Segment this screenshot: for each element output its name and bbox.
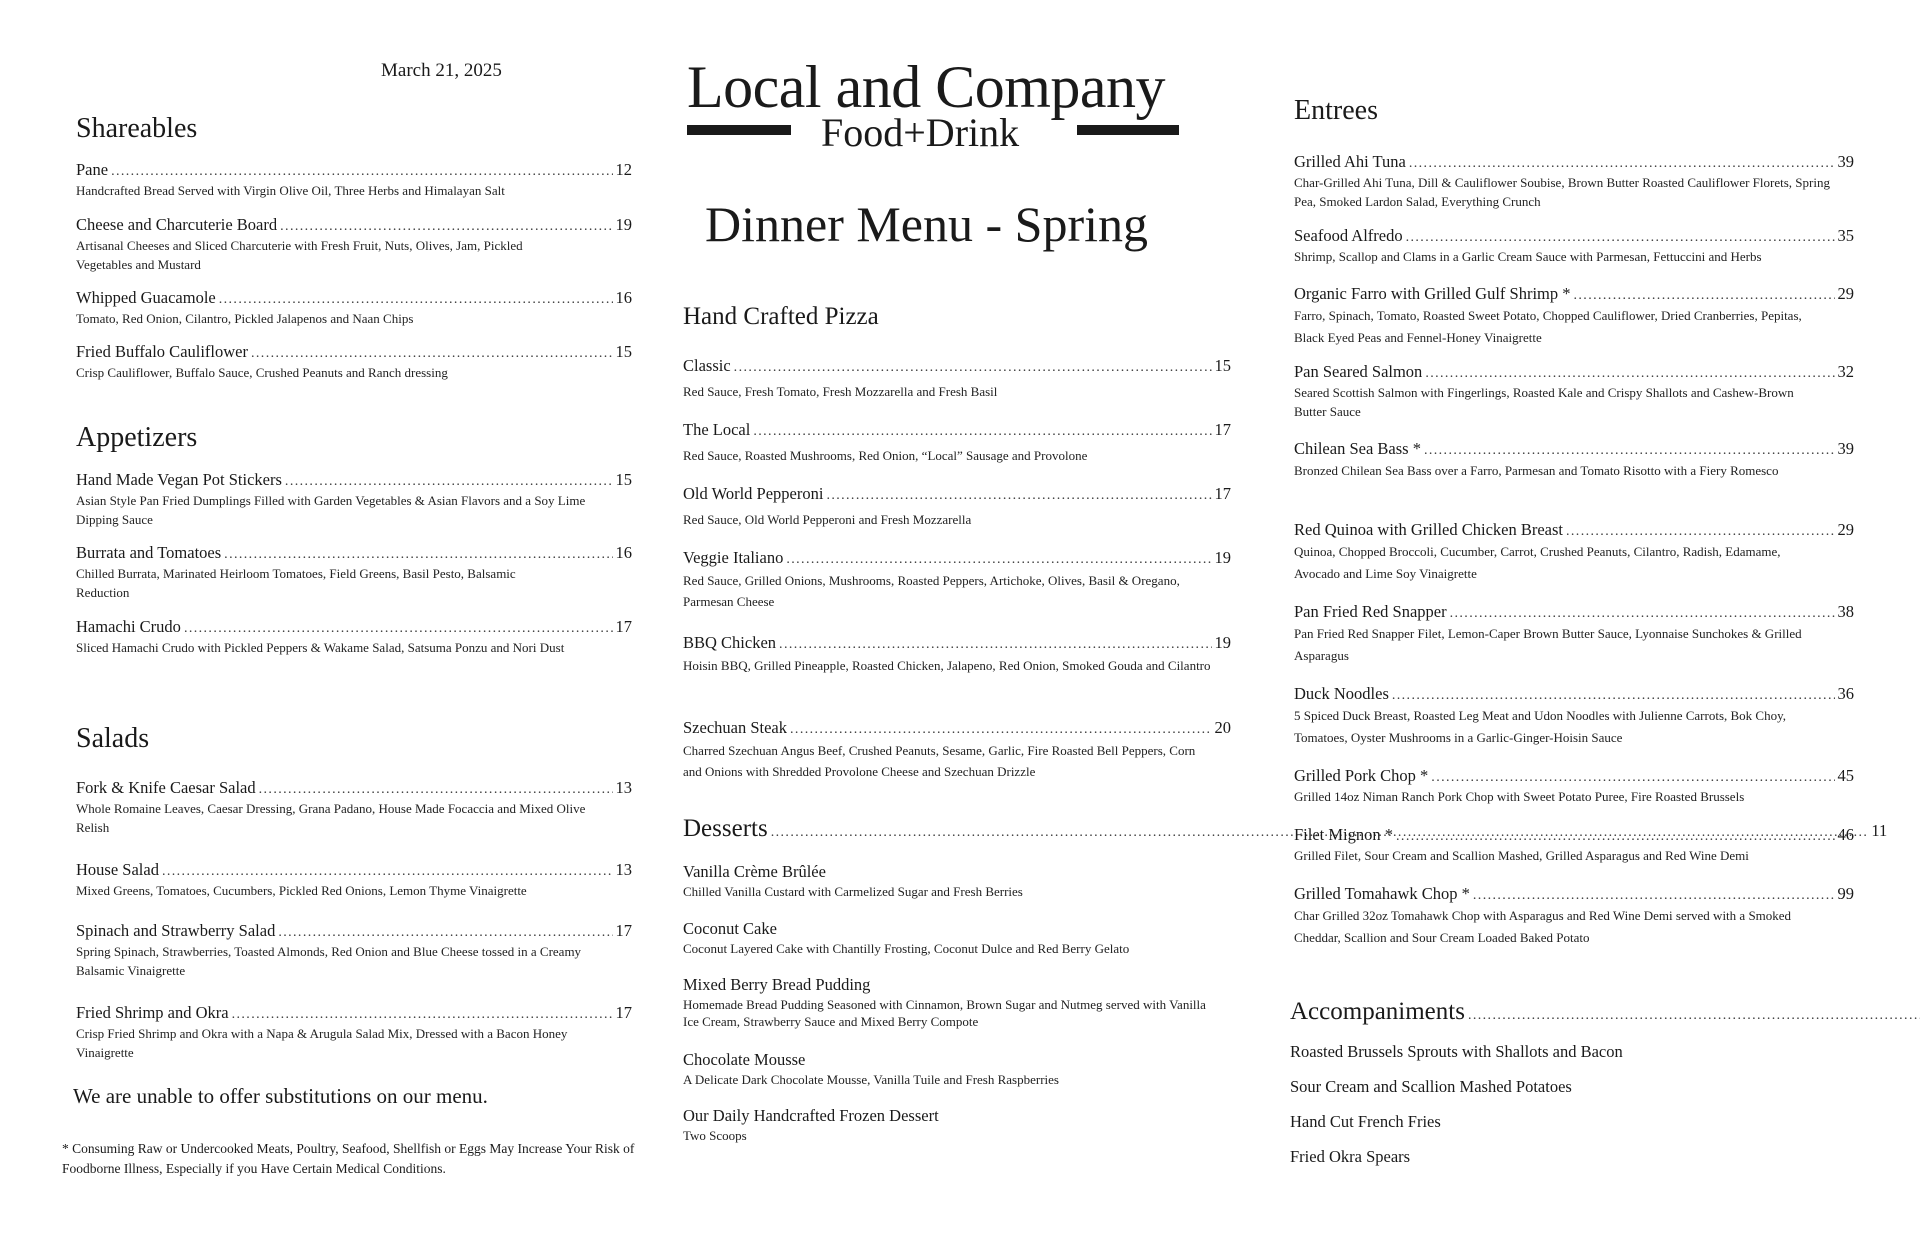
item-description: Quinoa, Chopped Broccoli, Cucumber, Carrot, Crushed Peanuts, Cilantro, Radish, Edamame, Avocado and Lime Soy Vinaigrette — [1294, 544, 1781, 581]
menu-item — [76, 617, 632, 657]
item-price: 15 — [615, 470, 632, 489]
item-description: Seared Scottish Salmon with Fingerlings, Roasted Kale and Crispy Shallots and Cashew-Brown Butter Sauce — [1294, 385, 1794, 419]
accompaniments-title: Accompaniments — [1290, 998, 1465, 1025]
item-description: A Delicate Dark Chocolate Mousse, Vanilla Tuile and Fresh Raspberries — [683, 1072, 1059, 1087]
item-price: 17 — [615, 921, 632, 940]
item-description: Red Sauce, Fresh Tomato, Fresh Mozzarella and Fresh Basil — [683, 384, 998, 399]
item-name: Fork & Knife Caesar Salad — [76, 778, 256, 797]
menu-item — [683, 975, 1231, 1030]
menu-item — [76, 778, 632, 837]
item-description: Grilled Filet, Sour Cream and Scallion Mashed, Grilled Asparagus and Red Wine Demi — [1294, 848, 1749, 863]
menu-item — [683, 1106, 1231, 1144]
logo-bar — [1077, 125, 1179, 135]
item-name: Fried Shrimp and Okra — [76, 1003, 229, 1022]
item-description: Red Sauce, Old World Pepperoni and Fresh Mozzarella — [683, 512, 972, 527]
menu-item — [683, 919, 1231, 957]
leader-dots — [1406, 230, 1835, 246]
leader-dots — [232, 1007, 613, 1023]
item-description: Chilled Vanilla Custard with Carmelized Sugar and Fresh Berries — [683, 884, 1023, 899]
desserts-price: 11 — [1871, 821, 1888, 840]
item-name: Grilled Ahi Tuna — [1294, 152, 1406, 171]
accompaniment-item: Sour Cream and Scallion Mashed Potatoes — [1290, 1077, 1572, 1096]
leader-dots — [779, 637, 1211, 653]
item-description: Crisp Cauliflower, Buffalo Sauce, Crushed Peanuts and Ranch dressing — [76, 365, 448, 380]
leader-dots — [1409, 156, 1835, 172]
logo-bar — [687, 125, 791, 135]
item-price: 35 — [1837, 226, 1854, 245]
item-description: Homemade Bread Pudding Seasoned with Cinnamon, Brown Sugar and Nutmeg served with Vanilla Ice Cream, Strawberry Sauce and Mixed Berry Compote — [683, 997, 1206, 1029]
item-name: Seafood Alfredo — [1294, 226, 1403, 245]
menu-item — [683, 356, 1231, 401]
item-price: 16 — [615, 288, 632, 307]
menu-item — [1294, 684, 1854, 749]
leader-dots — [285, 474, 613, 490]
leader-dots — [734, 360, 1212, 376]
item-description: Handcrafted Bread Served with Virgin Olive Oil, Three Herbs and Himalayan Salt — [76, 183, 505, 198]
item-description: Red Sauce, Grilled Onions, Mushrooms, Roasted Peppers, Artichoke, Olives, Basil & Oregano, Parmesan Cheese — [683, 573, 1180, 609]
menu-item — [1294, 884, 1854, 949]
leader-dots — [786, 552, 1211, 568]
item-name: BBQ Chicken — [683, 633, 777, 652]
leader-dots — [219, 292, 613, 308]
item-price: 36 — [1837, 684, 1854, 703]
appetizers-heading: Appetizers — [76, 422, 198, 453]
menu-item — [1294, 766, 1854, 806]
item-price: 15 — [1214, 356, 1231, 375]
item-description: Mixed Greens, Tomatoes, Cucumbers, Pickled Red Onions, Lemon Thyme Vinaigrette — [76, 883, 527, 898]
item-price: 13 — [615, 778, 632, 797]
item-name: Grilled Pork Chop * — [1294, 766, 1429, 785]
leader-dots — [251, 346, 613, 362]
item-description: Asian Style Pan Fried Dumplings Filled with Garden Vegetables & Asian Flavors and a Soy Lime Dipping Sauce — [76, 493, 586, 527]
item-price: 13 — [615, 860, 632, 879]
item-name: Cheese and Charcuterie Board — [76, 215, 278, 234]
leader-dots — [1424, 443, 1835, 459]
food-safety-disclaimer: * Consuming Raw or Undercooked Meats, Poultry, Seafood, Shellfish or Eggs May Increase Your Risk of Foodborne Illness, Especially if you Have Certain Medical Conditions. — [62, 1141, 635, 1176]
item-name: Szechuan Steak — [683, 718, 788, 737]
item-name: Duck Noodles — [1294, 684, 1389, 703]
menu-item — [683, 548, 1231, 612]
menu-item — [76, 543, 632, 602]
leader-dots — [1574, 288, 1835, 304]
item-description: Pan Fried Red Snapper Filet, Lemon-Caper Brown Butter Sauce, Lyonnaise Sunchokes & Grilled Asparagus — [1294, 626, 1802, 663]
item-name: Hand Made Vegan Pot Stickers — [76, 470, 282, 489]
item-price: 39 — [1837, 152, 1854, 171]
item-price: 17 — [1214, 484, 1231, 503]
item-description: Chilled Burrata, Marinated Heirloom Tomatoes, Field Greens, Basil Pesto, Balsamic Reduction — [76, 566, 516, 600]
item-name: Our Daily Handcrafted Frozen Dessert — [683, 1106, 939, 1125]
item-description: Hoisin BBQ, Grilled Pineapple, Roasted Chicken, Jalapeno, Red Onion, Smoked Gouda and Cilantro — [683, 658, 1211, 673]
pizza-heading: Hand Crafted Pizza — [683, 303, 879, 330]
logo-tagline: Food+Drink — [821, 110, 1020, 155]
menu-item — [1294, 152, 1854, 211]
item-name: Vanilla Crème Brûlée — [683, 862, 826, 881]
menu-item — [76, 860, 632, 900]
item-description: Shrimp, Scallop and Clams in a Garlic Cream Sauce with Parmesan, Fettuccini and Herbs — [1294, 249, 1762, 264]
item-name: The Local — [683, 420, 751, 439]
entrees-heading: Entrees — [1294, 95, 1378, 126]
leader-dots — [1431, 770, 1834, 786]
leader-dots — [1468, 1008, 1920, 1024]
item-description: Char Grilled 32oz Tomahawk Chop with Asparagus and Red Wine Demi served with a Smoked Cheddar, Scallion and Sour Cream Loaded Baked Potato — [1294, 908, 1792, 945]
item-price: 17 — [615, 1003, 632, 1022]
item-name: Burrata and Tomatoes — [76, 543, 222, 562]
item-description: Coconut Layered Cake with Chantilly Frosting, Coconut Dulce and Red Berry Gelato — [683, 941, 1130, 956]
item-description: Grilled 14oz Niman Ranch Pork Chop with Sweet Potato Puree, Fire Roasted Brussels — [1294, 789, 1745, 804]
item-name: Red Quinoa with Grilled Chicken Breast — [1294, 520, 1563, 539]
menu-item — [683, 484, 1231, 529]
menu-item — [683, 718, 1231, 782]
item-name: Old World Pepperoni — [683, 484, 824, 503]
item-name: Coconut Cake — [683, 919, 777, 938]
item-price: 46 — [1837, 825, 1854, 844]
accompaniments-heading — [1290, 998, 1854, 1026]
item-name: Mixed Berry Bread Pudding — [683, 975, 871, 994]
salads-heading: Salads — [76, 723, 150, 754]
menu-item — [1294, 520, 1854, 585]
leader-dots — [826, 488, 1211, 504]
item-description: Char-Grilled Ahi Tuna, Dill & Cauliflower Soubise, Brown Butter Roasted Cauliflower Florets, Spring Pea, Smoked Lardon Salad, Everything Crunch — [1294, 175, 1830, 209]
item-name: Grilled Tomahawk Chop * — [1294, 884, 1470, 903]
menu-item — [76, 288, 632, 328]
menu-item — [76, 215, 632, 274]
menu-item — [1294, 439, 1854, 482]
substitution-notice: We are unable to offer substitutions on our menu. — [73, 1084, 488, 1108]
leader-dots — [1396, 829, 1834, 845]
item-description: Charred Szechuan Angus Beef, Crushed Peanuts, Sesame, Garlic, Fire Roasted Bell Peppers, Corn and Onions with Shredded Provolone Cheese and Szechuan Drizzle — [683, 743, 1196, 779]
item-description: Whole Romaine Leaves, Caesar Dressing, Grana Padano, House Made Focaccia and Mixed Olive Relish — [76, 801, 586, 835]
logo-name: Local and Company — [687, 54, 1166, 120]
leader-dots — [1392, 688, 1835, 704]
item-description: Farro, Spinach, Tomato, Roasted Sweet Potato, Chopped Cauliflower, Dried Cranberries, Pepitas, Black Eyed Peas and Fennel-Honey Vinaigrette — [1294, 308, 1802, 345]
leader-dots — [278, 925, 612, 941]
leader-dots — [111, 164, 612, 180]
item-description: Sliced Hamachi Crudo with Pickled Peppers & Wakame Salad, Satsuma Ponzu and Nori Dust — [76, 640, 565, 655]
item-price: 19 — [1214, 548, 1231, 567]
item-price: 19 — [1214, 633, 1231, 652]
item-description: Red Sauce, Roasted Mushrooms, Red Onion, “Local” Sausage and Provolone — [683, 448, 1088, 463]
item-price: 15 — [615, 342, 632, 361]
shareables-heading: Shareables — [76, 113, 198, 144]
item-description: Tomato, Red Onion, Cilantro, Pickled Jalapenos and Naan Chips — [76, 311, 414, 326]
leader-dots — [184, 621, 613, 637]
item-price: 20 — [1214, 718, 1231, 737]
item-name: Veggie Italiano — [683, 548, 784, 567]
item-name: Spinach and Strawberry Salad — [76, 921, 276, 940]
menu-item — [1294, 362, 1854, 421]
item-price: 38 — [1837, 602, 1854, 621]
item-price: 39 — [1837, 439, 1854, 458]
item-description: Crisp Fried Shrimp and Okra with a Napa & Arugula Salad Mix, Dressed with a Bacon Honey Vinaigrette — [76, 1026, 568, 1060]
leader-dots — [1566, 524, 1835, 540]
item-name: Fried Buffalo Cauliflower — [76, 342, 248, 361]
menu-item — [1294, 602, 1854, 667]
item-name: Whipped Guacamole — [76, 288, 216, 307]
leader-dots — [162, 864, 613, 880]
menu-item — [76, 470, 632, 529]
item-price: 17 — [615, 617, 632, 636]
menu-date: March 21, 2025 — [381, 60, 502, 81]
menu-item — [1294, 284, 1854, 349]
menu-item — [76, 1003, 632, 1062]
item-price: 19 — [615, 215, 632, 234]
leader-dots — [1473, 888, 1835, 904]
leader-dots — [280, 219, 612, 235]
leader-dots — [753, 424, 1211, 440]
menu-item — [683, 862, 1231, 900]
item-name: House Salad — [76, 860, 159, 879]
item-description: 5 Spiced Duck Breast, Roasted Leg Meat and Udon Noodles with Julienne Carrots, Bok Choy, Tomatoes, Oyster Mushrooms in a Garlic-Ginger-Hoisin Sauce — [1294, 708, 1786, 745]
item-description: Artisanal Cheeses and Sliced Charcuterie with Fresh Fruit, Nuts, Olives, Jam, Pickled Vegetables and Mustard — [76, 238, 523, 272]
item-price: 29 — [1837, 520, 1854, 539]
item-name: Chocolate Mousse — [683, 1050, 806, 1069]
menu-item — [1294, 226, 1854, 266]
item-name: Filet Mignon * — [1294, 825, 1394, 844]
item-price: 45 — [1837, 766, 1854, 785]
menu-title: Dinner Menu - Spring — [705, 196, 1148, 252]
menu-item — [1294, 825, 1854, 865]
item-price: 12 — [615, 160, 632, 179]
menu-item — [76, 342, 632, 382]
item-price: 99 — [1837, 884, 1854, 903]
menu-item — [76, 921, 632, 980]
menu-item — [683, 420, 1231, 465]
item-name: Classic — [683, 356, 731, 375]
item-price: 16 — [615, 543, 632, 562]
item-price: 29 — [1837, 284, 1854, 303]
item-name: Pan Seared Salmon — [1294, 362, 1423, 381]
accompaniment-item: Fried Okra Spears — [1290, 1147, 1411, 1166]
menu-item — [683, 1050, 1231, 1088]
leader-dots — [1450, 606, 1835, 622]
leader-dots — [224, 547, 612, 563]
item-name: Pane — [76, 160, 109, 179]
item-name: Pan Fried Red Snapper — [1294, 602, 1447, 621]
restaurant-logo — [683, 55, 1183, 155]
item-description: Two Scoops — [683, 1128, 747, 1143]
leader-dots — [259, 782, 613, 798]
accompaniment-item: Roasted Brussels Sprouts with Shallots and Bacon — [1290, 1042, 1623, 1061]
item-name: Organic Farro with Grilled Gulf Shrimp * — [1294, 284, 1571, 303]
item-description: Spring Spinach, Strawberries, Toasted Almonds, Red Onion and Blue Cheese tossed in a Creamy Balsamic Vinaigrette — [76, 944, 582, 978]
menu-item — [683, 633, 1231, 676]
item-price: 17 — [1214, 420, 1231, 439]
item-price: 32 — [1837, 362, 1854, 381]
leader-dots — [790, 722, 1211, 738]
item-name: Chilean Sea Bass * — [1294, 439, 1421, 458]
desserts-title: Desserts — [683, 815, 768, 842]
item-name: Hamachi Crudo — [76, 617, 181, 636]
accompaniment-item: Hand Cut French Fries — [1290, 1112, 1441, 1131]
item-description: Bronzed Chilean Sea Bass over a Farro, Parmesan and Tomato Risotto with a Fiery Romesco — [1294, 463, 1779, 478]
leader-dots — [1425, 366, 1834, 382]
menu-item — [76, 160, 632, 200]
